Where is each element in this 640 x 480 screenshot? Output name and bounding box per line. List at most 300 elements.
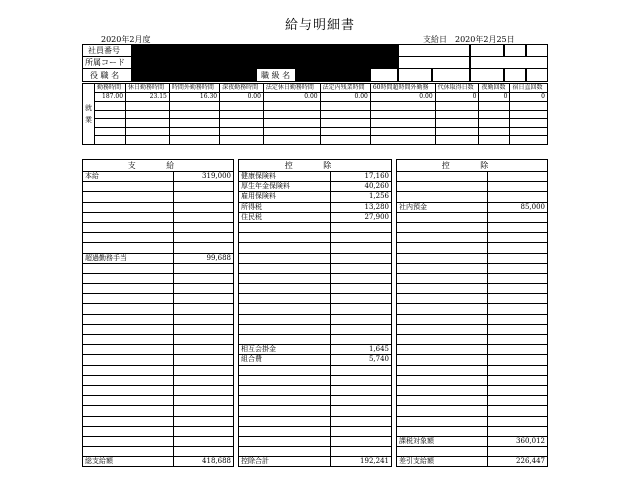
table-row	[83, 385, 234, 395]
deduction-item-empty-cell	[239, 284, 331, 294]
deduction-item-empty-cell	[330, 426, 391, 436]
deduction2-item-empty-cell	[487, 172, 547, 182]
payment-item-empty-cell	[173, 447, 233, 457]
deduction2-item-empty-cell	[487, 273, 547, 283]
table-row	[83, 192, 234, 202]
table-row	[397, 416, 548, 426]
deduction2-item-value: 360,012	[487, 436, 547, 446]
payment-item-empty-cell	[83, 304, 174, 314]
payment-item-empty-cell	[83, 273, 174, 283]
deduction-item-empty-cell	[330, 314, 391, 324]
table-row	[397, 182, 548, 192]
table-row	[83, 182, 234, 192]
table-row	[397, 202, 548, 212]
payment-item-empty-cell	[173, 396, 233, 406]
table-row	[239, 416, 392, 426]
deduction2-item-empty-cell	[487, 314, 547, 324]
deduction-item-empty-cell	[239, 273, 331, 283]
payment-item-empty-cell	[173, 222, 233, 232]
table-row	[239, 284, 392, 294]
deduction2-item-empty-cell	[397, 222, 488, 232]
deduction-item-label: 雇用保険料	[239, 192, 331, 202]
table-row	[397, 172, 548, 182]
payment-item-empty-cell	[173, 406, 233, 416]
table-row	[397, 426, 548, 436]
deduction2-item-empty-cell	[487, 447, 547, 457]
deduction2-item-label: 課税対象額	[397, 436, 488, 446]
deduction-item-label: 厚生年金保険料	[239, 182, 331, 192]
deduction2-item-empty-cell	[397, 375, 488, 385]
pay-date-label: 支給日	[423, 35, 447, 44]
payment-item-empty-cell	[173, 426, 233, 436]
payment-item-empty-cell	[83, 212, 174, 222]
payment-item-empty-cell	[173, 375, 233, 385]
table-row	[397, 192, 548, 202]
deduction2-item-empty-cell	[397, 284, 488, 294]
payment-item-empty-cell	[173, 233, 233, 243]
deductions2-section	[396, 159, 548, 467]
payment-item-label: 総支給額	[83, 457, 174, 467]
table-row	[239, 365, 392, 375]
table-row	[83, 345, 234, 355]
att-col-1-value: 23.15	[126, 93, 170, 102]
deduction2-item-empty-cell	[397, 426, 488, 436]
table-row	[397, 375, 548, 385]
deduction2-item-empty-cell	[397, 273, 488, 283]
table-row	[397, 365, 548, 375]
deductions-section	[238, 159, 392, 467]
deduction2-item-value: 85,000	[487, 202, 547, 212]
table-row	[397, 212, 548, 222]
deduction-item-label: 控除合計	[239, 457, 331, 467]
table-row	[397, 233, 548, 243]
deduction2-item-empty-cell	[397, 396, 488, 406]
deduction2-item-empty-cell	[397, 243, 488, 253]
payment-item-empty-cell	[173, 335, 233, 345]
deduction2-item-empty-cell	[397, 263, 488, 273]
payment-item-empty-cell	[173, 324, 233, 334]
deduction-item-value: 40,260	[330, 182, 391, 192]
deduction-item-empty-cell	[239, 406, 331, 416]
attendance-side-label	[83, 84, 95, 145]
table-row	[83, 233, 234, 243]
deduction2-item-empty-cell	[397, 385, 488, 395]
table-row	[397, 385, 548, 395]
deduction2-item-empty-cell	[397, 294, 488, 304]
deduction-item-empty-cell	[330, 324, 391, 334]
deduction-item-value: 17,160	[330, 172, 391, 182]
payment-item-empty-cell	[83, 416, 174, 426]
deduction-item-empty-cell	[239, 253, 331, 263]
table-row	[239, 212, 392, 222]
deduction-item-empty-cell	[239, 263, 331, 273]
att-col-7-value: 0	[435, 93, 479, 102]
deduction-item-empty-cell	[330, 436, 391, 446]
payment-item-empty-cell	[83, 385, 174, 395]
table-row	[239, 406, 392, 416]
table-row	[239, 273, 392, 283]
deduction2-item-empty-cell	[487, 345, 547, 355]
att-col-9-label: 宿日直回数	[510, 84, 548, 93]
deduction-item-empty-cell	[330, 284, 391, 294]
table-row	[397, 263, 548, 273]
table-row	[397, 406, 548, 416]
table-row	[239, 233, 392, 243]
deduction2-item-empty-cell	[487, 416, 547, 426]
info-cell	[470, 68, 504, 82]
deduction-item-empty-cell	[239, 294, 331, 304]
att-col-6-value: 0.00	[370, 93, 435, 102]
att-empty-row	[83, 119, 548, 128]
position-label-cell	[82, 68, 132, 82]
deduction2-item-empty-cell	[487, 243, 547, 253]
deduction-item-value: 1,645	[330, 345, 391, 355]
deductions-table	[238, 171, 392, 467]
info-cell	[398, 68, 432, 82]
deduction-item-empty-cell	[330, 263, 391, 273]
table-row	[239, 396, 392, 406]
table-row	[239, 426, 392, 436]
grade-redacted	[296, 68, 370, 82]
deduction-item-empty-cell	[330, 253, 391, 263]
deduction-item-value: 13,280	[330, 202, 391, 212]
payment-item-empty-cell	[173, 365, 233, 375]
table-row	[83, 273, 234, 283]
payment-item-empty-cell	[83, 396, 174, 406]
payment-item-empty-cell	[83, 233, 174, 243]
table-row	[239, 436, 392, 446]
deduction2-item-empty-cell	[487, 294, 547, 304]
table-row	[239, 314, 392, 324]
payment-item-empty-cell	[173, 273, 233, 283]
att-col-0-value: 187.00	[95, 93, 126, 102]
payment-item-label: 本給	[83, 172, 174, 182]
payment-item-empty-cell	[83, 182, 174, 192]
table-row	[239, 263, 392, 273]
payment-item-value: 319,000	[173, 172, 233, 182]
payment-item-empty-cell	[173, 202, 233, 212]
payment-item-empty-cell	[83, 202, 174, 212]
payment-item-empty-cell	[83, 335, 174, 345]
employee-no-label: 社員番号	[88, 46, 120, 55]
deduction-item-value: 27,900	[330, 212, 391, 222]
table-row	[239, 304, 392, 314]
deduction-item-label: 所得税	[239, 202, 331, 212]
payment-item-empty-cell	[83, 426, 174, 436]
table-row	[397, 447, 548, 457]
payments-table	[82, 171, 234, 467]
table-row	[239, 324, 392, 334]
table-row	[239, 192, 392, 202]
deduction2-item-empty-cell	[487, 222, 547, 232]
deduction-item-label: 組合費	[239, 355, 331, 365]
deduction-item-empty-cell	[330, 273, 391, 283]
deduction2-item-empty-cell	[397, 335, 488, 345]
payment-item-empty-cell	[173, 416, 233, 426]
position-label: 役 職 名	[90, 71, 120, 80]
deduction-item-empty-cell	[330, 335, 391, 345]
table-row	[83, 447, 234, 457]
table-row	[83, 314, 234, 324]
table-row	[83, 294, 234, 304]
deduction-item-value: 5,740	[330, 355, 391, 365]
deduction2-item-empty-cell	[487, 304, 547, 314]
deduction2-item-empty-cell	[487, 192, 547, 202]
att-col-1-label: 休日勤務時間	[126, 84, 170, 93]
payment-item-empty-cell	[173, 182, 233, 192]
table-row	[239, 457, 392, 467]
deduction-item-empty-cell	[330, 233, 391, 243]
deduction2-item-value: 226,447	[487, 457, 547, 467]
att-empty-row	[83, 136, 548, 145]
deduction2-item-empty-cell	[397, 212, 488, 222]
table-row	[239, 385, 392, 395]
info-cell	[432, 68, 470, 82]
deduction2-item-empty-cell	[397, 182, 488, 192]
table-row	[83, 406, 234, 416]
payment-item-empty-cell	[83, 355, 174, 365]
deduction-item-label: 健康保険料	[239, 172, 331, 182]
deduction-item-value: 192,241	[330, 457, 391, 467]
deduction2-item-empty-cell	[397, 172, 488, 182]
table-row	[239, 253, 392, 263]
deduction2-item-label: 差引支給額	[397, 457, 488, 467]
deduction-item-empty-cell	[239, 416, 331, 426]
deduction-item-empty-cell	[330, 447, 391, 457]
table-row	[397, 253, 548, 263]
table-row	[239, 243, 392, 253]
deduction-item-empty-cell	[239, 426, 331, 436]
att-empty-row	[83, 127, 548, 136]
deduction2-item-label: 社内預金	[397, 202, 488, 212]
deduction-item-empty-cell	[239, 304, 331, 314]
payment-item-empty-cell	[83, 263, 174, 273]
payment-item-empty-cell	[83, 406, 174, 416]
attendance-side-text: 就 業	[85, 103, 92, 124]
deduction-item-label: 住民税	[239, 212, 331, 222]
payment-item-empty-cell	[173, 294, 233, 304]
deduction2-item-empty-cell	[487, 365, 547, 375]
payment-item-empty-cell	[173, 304, 233, 314]
table-row	[397, 284, 548, 294]
deduction-item-empty-cell	[330, 396, 391, 406]
payment-item-empty-cell	[173, 314, 233, 324]
payment-item-empty-cell	[83, 243, 174, 253]
payment-item-label: 超過勤務手当	[83, 253, 174, 263]
payment-item-empty-cell	[173, 345, 233, 355]
payment-item-empty-cell	[83, 314, 174, 324]
att-col-9-value: 0	[510, 93, 548, 102]
att-col-8-value: 0	[479, 93, 510, 102]
deduction2-item-empty-cell	[397, 314, 488, 324]
deduction2-item-empty-cell	[487, 284, 547, 294]
table-row	[239, 335, 392, 345]
payment-item-empty-cell	[83, 324, 174, 334]
payment-item-empty-cell	[173, 243, 233, 253]
deduction2-item-empty-cell	[487, 253, 547, 263]
table-row	[397, 436, 548, 446]
deduction2-item-empty-cell	[487, 375, 547, 385]
deduction-item-label: 相互会掛金	[239, 345, 331, 355]
deduction-item-empty-cell	[239, 365, 331, 375]
table-row	[83, 172, 234, 182]
deduction-item-empty-cell	[239, 335, 331, 345]
att-empty-row	[83, 102, 548, 111]
deduction2-item-empty-cell	[487, 396, 547, 406]
payment-item-empty-cell	[83, 436, 174, 446]
table-row	[83, 457, 234, 467]
table-row	[397, 324, 548, 334]
table-row	[239, 202, 392, 212]
payment-item-empty-cell	[173, 284, 233, 294]
deduction2-item-empty-cell	[487, 335, 547, 345]
attendance-table	[82, 83, 548, 145]
deduction2-item-empty-cell	[397, 324, 488, 334]
position-redacted	[132, 68, 256, 82]
att-col-2-label: 時間外勤務時間	[169, 84, 219, 93]
deduction-item-empty-cell	[330, 375, 391, 385]
table-row	[239, 375, 392, 385]
payment-item-empty-cell	[173, 263, 233, 273]
deduction-item-empty-cell	[239, 396, 331, 406]
table-row	[83, 375, 234, 385]
table-row	[397, 314, 548, 324]
document-title: 給与明細書	[284, 18, 355, 33]
table-row	[83, 212, 234, 222]
deduction-item-empty-cell	[239, 314, 331, 324]
att-col-5-value: 0.00	[320, 93, 370, 102]
table-row	[83, 335, 234, 345]
table-row	[397, 243, 548, 253]
deduction-item-empty-cell	[330, 222, 391, 232]
table-row	[83, 324, 234, 334]
table-row	[397, 335, 548, 345]
table-row	[83, 416, 234, 426]
att-col-4-value: 0.00	[263, 93, 320, 102]
table-row	[397, 294, 548, 304]
deduction-item-empty-cell	[239, 222, 331, 232]
deduction-item-empty-cell	[239, 385, 331, 395]
deduction-item-empty-cell	[239, 324, 331, 334]
payment-item-empty-cell	[173, 436, 233, 446]
table-row	[239, 222, 392, 232]
table-row	[397, 222, 548, 232]
table-row	[239, 447, 392, 457]
table-row	[83, 365, 234, 375]
payments-heading: 支 給	[83, 160, 234, 172]
deduction-item-empty-cell	[239, 243, 331, 253]
table-row	[83, 253, 234, 263]
deduction2-item-empty-cell	[487, 355, 547, 365]
table-row	[83, 202, 234, 212]
info-cell	[526, 68, 548, 82]
payment-item-empty-cell	[83, 345, 174, 355]
payment-item-empty-cell	[83, 294, 174, 304]
grade-label-cell	[256, 68, 296, 82]
table-row	[83, 396, 234, 406]
pay-period: 2020年2月度	[101, 35, 151, 44]
pay-date: 2020年2月25日	[455, 35, 515, 44]
deduction-item-empty-cell	[330, 304, 391, 314]
deduction2-item-empty-cell	[397, 406, 488, 416]
deduction-item-empty-cell	[330, 365, 391, 375]
payment-item-empty-cell	[83, 375, 174, 385]
deduction2-item-empty-cell	[397, 233, 488, 243]
deduction-item-empty-cell	[239, 436, 331, 446]
table-row	[83, 263, 234, 273]
attendance-section	[82, 83, 548, 145]
info-cell	[504, 68, 526, 82]
table-row	[397, 396, 548, 406]
att-col-3-label: 深夜勤務時間	[220, 84, 264, 93]
deduction2-item-empty-cell	[397, 192, 488, 202]
deduction2-item-empty-cell	[487, 182, 547, 192]
deduction-item-empty-cell	[239, 375, 331, 385]
grade-label: 職 級 名	[261, 71, 291, 80]
deduction-item-empty-cell	[330, 294, 391, 304]
payment-item-value: 99,688	[173, 253, 233, 263]
deduction-item-empty-cell	[330, 406, 391, 416]
deduction2-item-empty-cell	[397, 345, 488, 355]
payments-section	[82, 159, 234, 467]
deduction2-item-empty-cell	[487, 324, 547, 334]
deductions-heading: 控 除	[239, 160, 392, 172]
table-row	[397, 273, 548, 283]
payment-item-empty-cell	[83, 192, 174, 202]
deduction-item-value: 1,256	[330, 192, 391, 202]
table-row	[239, 345, 392, 355]
payment-item-value: 418,688	[173, 457, 233, 467]
table-row	[397, 345, 548, 355]
table-row	[239, 182, 392, 192]
deduction2-item-empty-cell	[397, 365, 488, 375]
deductions2-heading: 控 除	[397, 160, 548, 172]
payment-item-empty-cell	[83, 222, 174, 232]
deduction2-item-empty-cell	[397, 304, 488, 314]
table-row	[83, 304, 234, 314]
att-col-0-label: 勤務時間	[95, 84, 126, 93]
payment-item-empty-cell	[173, 212, 233, 222]
table-row	[83, 222, 234, 232]
att-col-7-label: 代休取得日数	[435, 84, 479, 93]
payment-item-empty-cell	[173, 192, 233, 202]
table-row	[397, 355, 548, 365]
deduction2-item-empty-cell	[397, 355, 488, 365]
payment-item-empty-cell	[173, 355, 233, 365]
table-row	[83, 284, 234, 294]
deduction2-item-empty-cell	[487, 406, 547, 416]
deduction2-item-empty-cell	[487, 263, 547, 273]
deduction2-item-empty-cell	[397, 253, 488, 263]
deduction-item-empty-cell	[330, 243, 391, 253]
payment-item-empty-cell	[83, 447, 174, 457]
att-col-4-label: 法定休日勤務時間	[263, 84, 320, 93]
deduction-item-empty-cell	[239, 447, 331, 457]
deduction2-item-empty-cell	[487, 233, 547, 243]
info-block	[82, 44, 548, 82]
department-label: 所属コード	[85, 58, 125, 67]
table-row	[239, 355, 392, 365]
deduction2-item-empty-cell	[397, 416, 488, 426]
deduction2-item-empty-cell	[487, 426, 547, 436]
payment-item-empty-cell	[83, 365, 174, 375]
att-col-6-label: 60時間超時間外勤務	[370, 84, 435, 93]
att-col-5-label: 法定内残業時間	[320, 84, 370, 93]
info-cell	[370, 68, 398, 82]
att-col-8-label: 夜勤回数	[479, 84, 510, 93]
table-row	[83, 243, 234, 253]
table-row	[239, 172, 392, 182]
